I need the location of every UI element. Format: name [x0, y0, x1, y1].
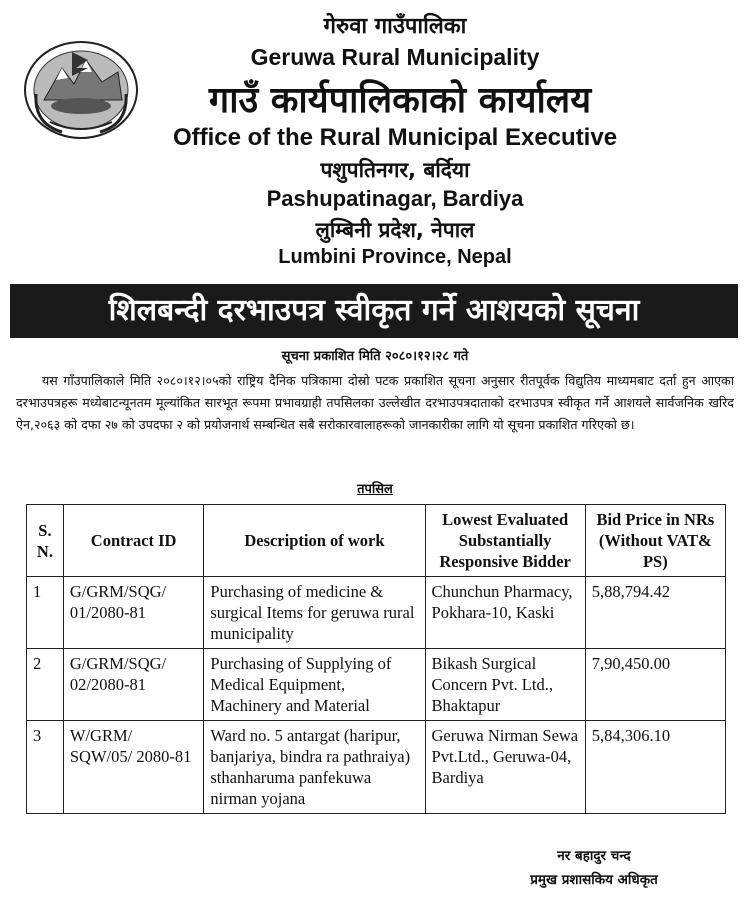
header-price: Bid Price in NRs (Without VAT& PS) [585, 505, 725, 577]
signatory-name: नर बहादुर चन्द [557, 848, 631, 864]
table-row [27, 577, 726, 649]
province-nepali: लुम्बिनी प्रदेश, नेपाल [315, 218, 475, 242]
place-english: Pashupatinagar, Bardiya [266, 186, 524, 211]
signatory-designation: प्रमुख प्रशासकिय अधिकृत [530, 872, 658, 888]
cell-bidder: Chunchun Pharmacy, Pokhara-10, Kaski [425, 577, 585, 649]
cell-price: 7,90,450.00 [585, 649, 725, 721]
place-nepali: पशुपतिनगर, बर्दिया [320, 158, 470, 182]
notice-title: शिलबन्दी दरभाउपत्र स्वीकृत गर्ने आशयको सूचना [10, 284, 738, 338]
cell-bidder: Bikash Surgical Concern Pvt. Ltd., Bhaktapur [425, 649, 585, 721]
office-name-english: Office of the Rural Municipal Executive [172, 124, 618, 151]
cell-bidder: Geruwa Nirman Sewa Pvt.Ltd., Geruwa-04, Bardiya [425, 721, 585, 814]
cell-contract-id: W/GRM/ SQW/05/ 2080-81 [63, 721, 204, 814]
schedule-label: तपसिल [357, 482, 393, 497]
letterhead [0, 0, 750, 280]
cell-price: 5,84,306.10 [585, 721, 725, 814]
header-contract-id: Contract ID [63, 505, 204, 577]
bid-table [26, 504, 726, 814]
cell-contract-id: G/GRM/SQG/ 02/2080-81 [63, 649, 204, 721]
published-date: सूचना प्रकाशित मिति २०८०।१२।२८ गते [281, 349, 469, 364]
cell-sn: 2 [27, 649, 64, 721]
header-bidder: Lowest Evaluated Substantially Responsive Bidder [425, 505, 585, 577]
table-header-row [27, 505, 726, 577]
province-english: Lumbini Province, Nepal [278, 246, 512, 268]
cell-price: 5,88,794.42 [585, 577, 725, 649]
header-description: Description of work [204, 505, 425, 577]
cell-contract-id: G/GRM/SQG/ 01/2080-81 [63, 577, 204, 649]
cell-description: Ward no. 5 antargat (haripur, banjariya, bindra ra pathraiya) sthanharuma panfekuwa nirman yojana [204, 721, 425, 814]
municipality-name-english: Geruwa Rural Municipality [250, 44, 540, 70]
office-name-nepali: गाउँ कार्यपालिकाको कार्यालय [208, 80, 592, 121]
cell-description: Purchasing of Supplying of Medical Equipment, Machinery and Material [204, 649, 425, 721]
notice-body: यस गाँउपालिकाले मिति २०८०।१२।०५को राष्ट्रिय दैनिक पत्रिकामा दोस्रो पटक प्रकाशित सूचना अनुसार रीतपूर्वक विद्युतिय माध्यमबाट दर्ता हुन आएका दरभाउपत्रहरू मध्येबाटन्यूनतम मूल्यांकित सारभूत रूपमा प्रभावग्राही तपसिलका उल्लेखीत दरभाउपत्रदाताको दरभाउपत्र स्वीकृत गर्ने आशयले सार्वजनिक खरिद ऐन,२०६३ को दफा २७ को उपदफा २ को प्रयोजनार्थ सम्बन्धित सबै सरोकारवालाहरूको जानकारीका लागि यो सूचना प्रकाशित गरिएको छ। [16, 373, 734, 432]
cell-description: Purchasing of medicine & surgical Items for geruwa rural municipality [204, 577, 425, 649]
table-row [27, 721, 726, 814]
cell-sn: 1 [27, 577, 64, 649]
table-row [27, 649, 726, 721]
header-sn: S. N. [27, 505, 64, 577]
cell-sn: 3 [27, 721, 64, 814]
municipality-name-nepali: गेरुवा गाउँपालिका [323, 14, 467, 39]
